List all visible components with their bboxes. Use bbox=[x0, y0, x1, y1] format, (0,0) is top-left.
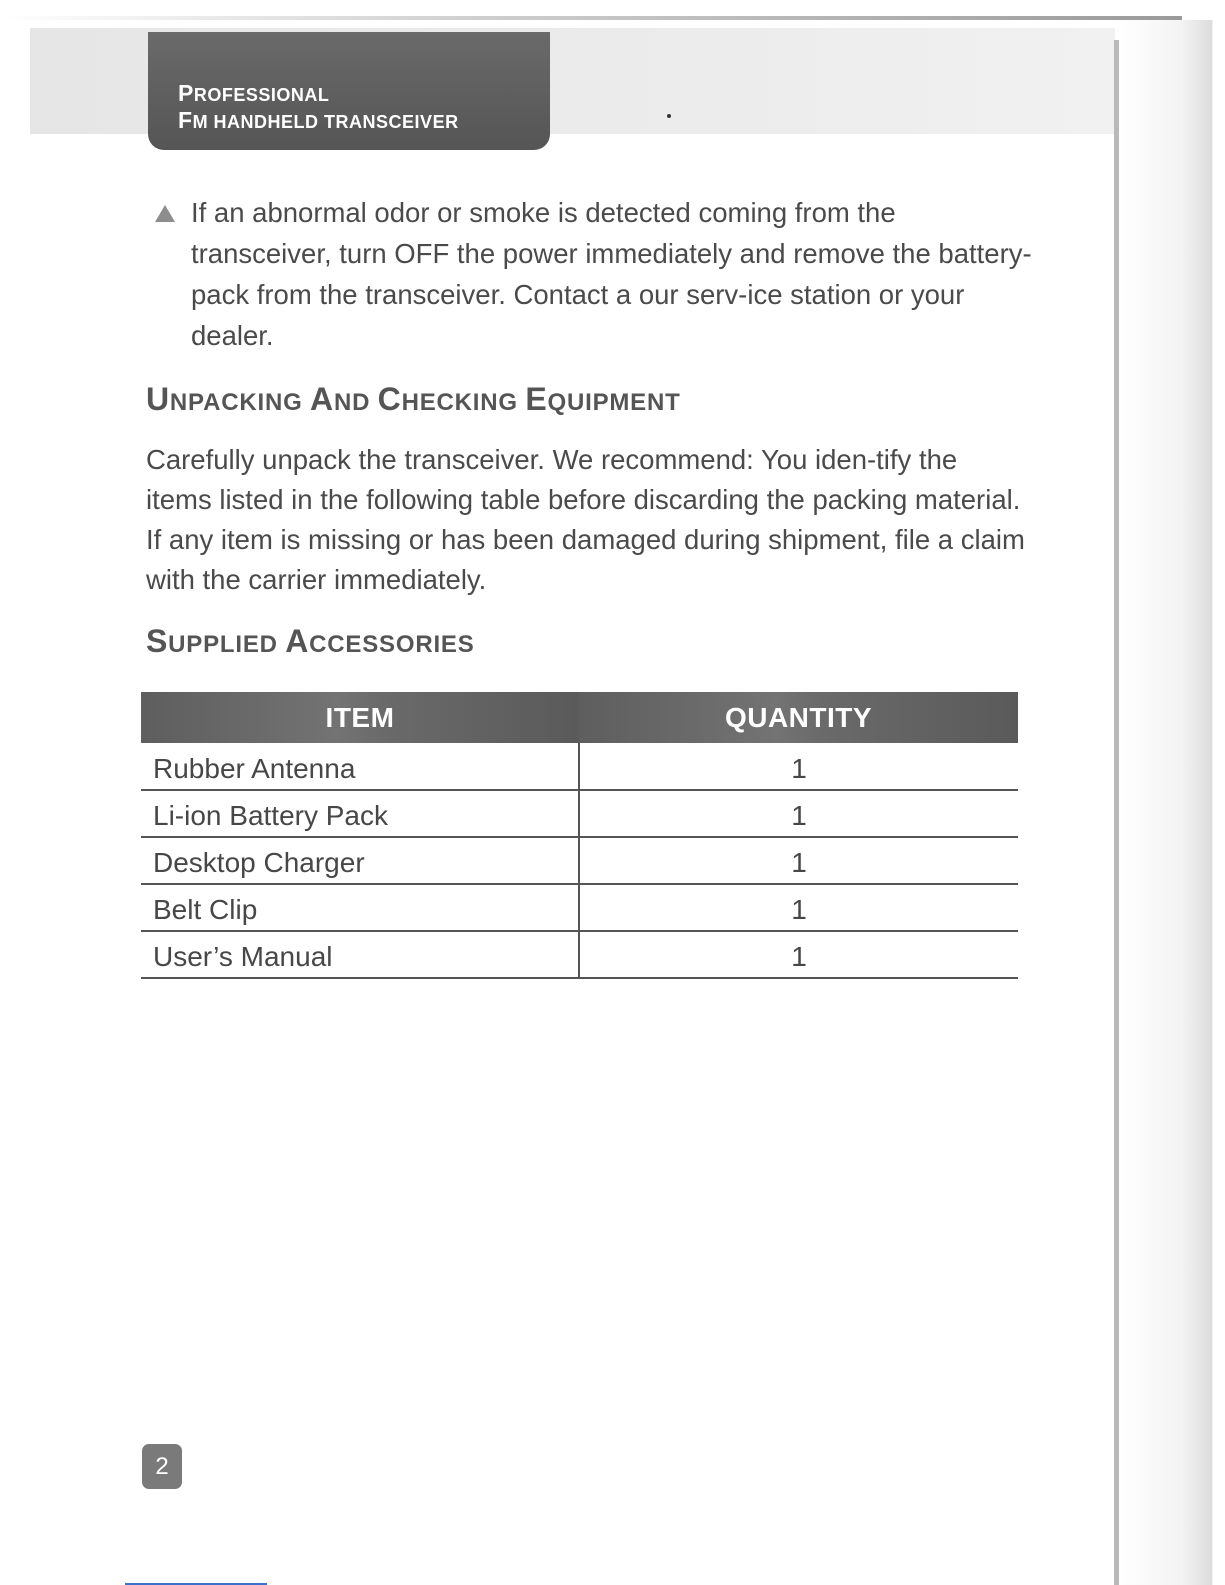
warning-triangle-icon bbox=[155, 205, 175, 222]
header-title-line2: FM HANDHELD TRANSCEIVER bbox=[178, 107, 459, 134]
table-row bbox=[141, 931, 1018, 978]
section-heading-accessories: SUPPLIED ACCESSORIES bbox=[146, 623, 475, 659]
quantity-cell: 1 bbox=[579, 837, 1018, 884]
table-row bbox=[141, 790, 1018, 837]
quantity-cell: 1 bbox=[579, 743, 1018, 790]
item-cell: Belt Clip bbox=[141, 884, 579, 931]
warning-note bbox=[155, 192, 1035, 356]
warning-text: If an abnormal odor or smoke is detected coming from the transceiver, turn OFF the power immediately and remove the battery-pack from the transceiver. Contact a our serv-ice station or your dealer. bbox=[191, 197, 1032, 351]
quantity-cell: 1 bbox=[579, 931, 1018, 978]
page-number-badge: 2 bbox=[142, 1444, 182, 1489]
header-title-line1: PROFESSIONAL bbox=[178, 80, 330, 106]
quantity-cell: 1 bbox=[579, 790, 1018, 837]
column-header-item: ITEM bbox=[141, 692, 579, 743]
item-cell: Rubber Antenna bbox=[141, 743, 579, 790]
item-cell: Li-ion Battery Pack bbox=[141, 790, 579, 837]
table-row bbox=[141, 837, 1018, 884]
table-row bbox=[141, 884, 1018, 931]
top-rule bbox=[0, 16, 1182, 20]
header-tab bbox=[148, 32, 550, 150]
scan-dot bbox=[667, 114, 671, 118]
table-row bbox=[141, 743, 1018, 790]
quantity-cell: 1 bbox=[579, 884, 1018, 931]
accessories-table bbox=[141, 692, 1018, 979]
item-cell: Desktop Charger bbox=[141, 837, 579, 884]
item-cell: User’s Manual bbox=[141, 931, 579, 978]
page-edge-shadow bbox=[1115, 20, 1225, 1585]
table-header-row bbox=[141, 692, 1018, 743]
unpacking-paragraph: Carefully unpack the transceiver. We recommend: You iden-tify the items listed in the following table before discarding the packing material. If any item is missing or has been damaged during shipment, file a claim with the carrier immediately. bbox=[146, 444, 1025, 595]
column-header-quantity: QUANTITY bbox=[579, 692, 1018, 743]
section-heading-unpacking: UNPACKING AND CHECKING EQUIPMENT bbox=[146, 381, 681, 417]
binding-spine bbox=[1114, 40, 1119, 1585]
